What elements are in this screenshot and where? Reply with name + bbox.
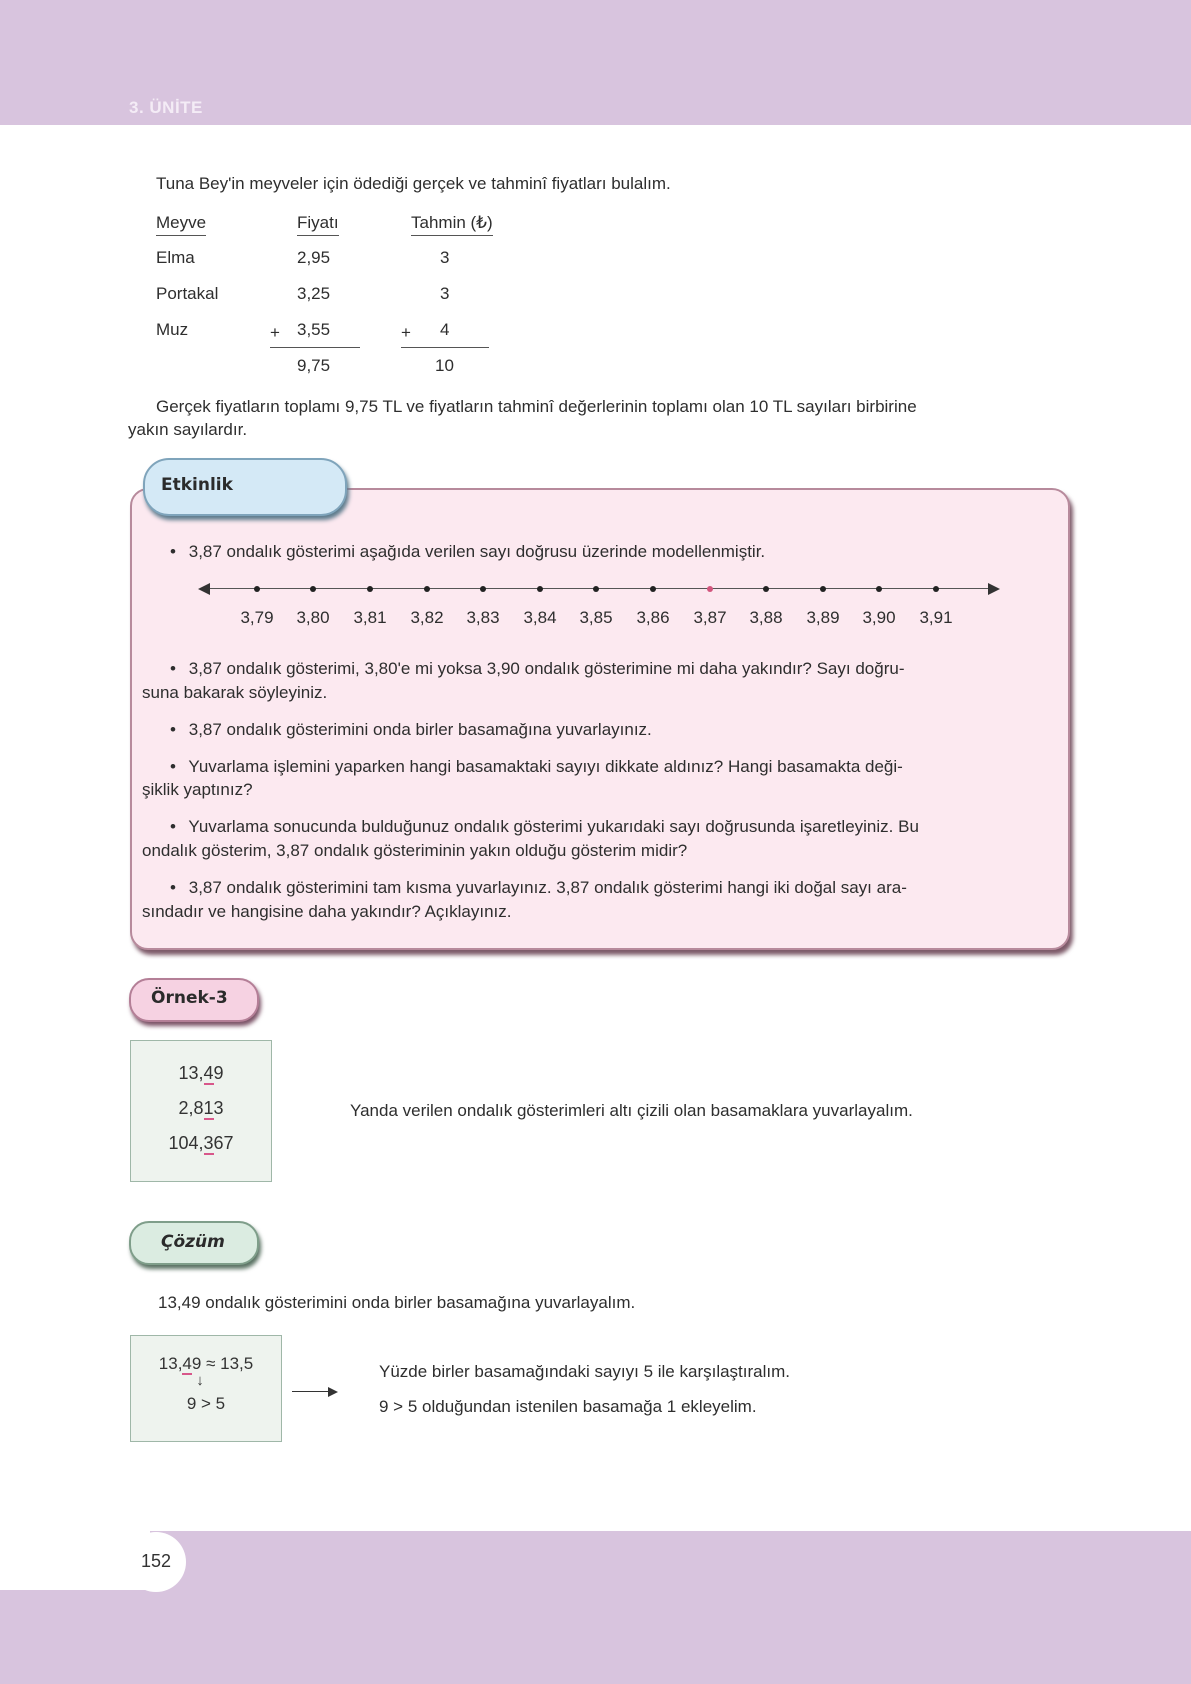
activity-item-cont: sındadır ve hangisine daha yakındır? Açıklayınız. [142, 902, 512, 921]
tick-dot [254, 586, 260, 592]
tick-label: 3,79 [240, 608, 274, 627]
bullet-icon: • [170, 757, 176, 776]
underlined-digit: 3 [203, 1133, 214, 1153]
tick-label: 3,85 [579, 608, 613, 627]
solution-box [130, 1335, 282, 1442]
tick-label: 3,84 [523, 608, 557, 627]
page-number: 152 [140, 1551, 172, 1571]
tick-dot [537, 586, 543, 592]
row-price: 2,95 [297, 248, 331, 267]
tick-label: 3,91 [919, 608, 953, 627]
tick-label: 3,81 [353, 608, 387, 627]
footer-band [150, 1531, 1191, 1591]
example-number-box [130, 1040, 272, 1182]
row-fruit: Portakal [156, 284, 219, 303]
activity-item-text: Yuvarlama işlemini yaparken hangi basamaktaki sayıyı dikkate aldınız? Hangi basamakta deği- [188, 757, 903, 776]
example-number [131, 1133, 271, 1154]
page-number-badge [126, 1532, 186, 1592]
tick-dot [650, 586, 656, 592]
sum-line [270, 347, 360, 348]
solution-title: Çözüm [161, 1232, 225, 1252]
tick-dot [763, 586, 769, 592]
tick-dot [820, 586, 826, 592]
header-price: Fiyatı [297, 213, 339, 236]
row-estimate: 3 [440, 284, 450, 303]
arrow-right-icon [988, 583, 1000, 595]
underlined-digit: 4 [182, 1354, 192, 1373]
example-tab [129, 978, 259, 1022]
digits: 104, [168, 1133, 204, 1153]
row-price: 3,55 [297, 320, 331, 339]
conclusion-line: yakın sayılardır. [128, 420, 248, 439]
comparison: 9 > 5 [186, 1394, 226, 1413]
footer-band [0, 1590, 1191, 1684]
tick-label: 3,88 [749, 608, 783, 627]
right-arrow-icon [292, 1386, 338, 1398]
number-line-axis [206, 588, 992, 589]
conclusion-line: Gerçek fiyatların toplamı 9,75 TL ve fiyatların tahminî değerlerinin toplamı olan 10 TL sayıları birbirine [156, 397, 917, 416]
tick-label: 3,86 [636, 608, 670, 627]
sum-line [401, 347, 489, 348]
tick-dot [310, 586, 316, 592]
tick-dot [933, 586, 939, 592]
activity-item-text: 3,87 ondalık gösterimi aşağıda verilen sayı doğrusu üzerinde modellenmiştir. [188, 542, 766, 561]
tick-label: 3,83 [466, 608, 500, 627]
solution-intro: 13,49 ondalık gösterimini onda birler basamağına yuvarlayalım. [158, 1293, 636, 1312]
digits: 67 [213, 1133, 234, 1153]
activity-title: Etkinlik [161, 475, 233, 495]
digits: 3 [213, 1098, 224, 1118]
tick-dot-highlighted [707, 586, 713, 592]
activity-item [162, 719, 652, 741]
solution-tab [129, 1221, 259, 1265]
tick-label: 3,80 [296, 608, 330, 627]
digits: 9 [213, 1063, 224, 1083]
activity-item [162, 658, 904, 680]
intro-sentence: Tuna Bey'in meyveler için ödediği gerçek ve tahminî fiyatları bulalım. [156, 174, 671, 193]
example-number [131, 1098, 271, 1119]
digits: 13, [178, 1063, 204, 1083]
example-instruction: Yanda verilen ondalık gösterimleri altı çizili olan basamaklara yuvarlayalım. [350, 1101, 913, 1120]
down-arrow-icon: ↓ [196, 1372, 204, 1389]
activity-item-cont: şiklik yaptınız? [142, 780, 253, 799]
tick-label: 3,82 [410, 608, 444, 627]
activity-item-cont: ondalık gösterim, 3,87 ondalık gösteriminin yakın olduğu gösterim midir? [142, 841, 688, 860]
tick-label: 3,89 [806, 608, 840, 627]
tick-dot [367, 586, 373, 592]
solution-explanation: Yüzde birler basamağındaki sayıyı 5 ile karşılaştıralım. [379, 1362, 791, 1381]
bullet-icon: • [170, 720, 176, 739]
digits: 9 ≈ 13,5 [191, 1354, 254, 1373]
plus-sign: + [270, 323, 280, 342]
tick-label: 3,87 [693, 608, 727, 627]
row-price: 3,25 [297, 284, 331, 303]
row-fruit: Elma [156, 248, 195, 267]
activity-tab [143, 458, 347, 516]
unit-label: 3. ÜNİTE [129, 98, 203, 117]
digits: 13, [158, 1354, 183, 1373]
activity-item-text: 3,87 ondalık gösterimini tam kısma yuvarlayınız. 3,87 ondalık gösterimi hangi iki doğal sayı ara- [188, 878, 907, 897]
total-estimate: 10 [435, 356, 454, 375]
activity-item [162, 756, 903, 778]
row-estimate: 3 [440, 248, 450, 267]
arrow-left-icon [198, 583, 210, 595]
row-fruit: Muz [156, 320, 189, 339]
tick-label: 3,90 [862, 608, 896, 627]
header-fruit: Meyve [156, 213, 206, 236]
number-line [198, 580, 1000, 627]
row-estimate: 4 [440, 320, 450, 339]
tick-dot [480, 586, 486, 592]
activity-item [162, 877, 907, 899]
tick-dot [593, 586, 599, 592]
underlined-digit: 4 [203, 1063, 214, 1083]
activity-item [162, 816, 919, 838]
bullet-icon: • [170, 659, 176, 678]
digits: 2,8 [178, 1098, 204, 1118]
tick-dot [876, 586, 882, 592]
solution-explanation: 9 > 5 olduğundan istenilen basamağa 1 ekleyelim. [379, 1397, 757, 1416]
total-price: 9,75 [297, 356, 331, 375]
activity-item-text: 3,87 ondalık gösterimi, 3,80'e mi yoksa 3,90 ondalık gösterimine mi daha yakındır? Sayı doğru- [188, 659, 905, 678]
tick-dot [424, 586, 430, 592]
bullet-icon: • [170, 817, 176, 836]
example-title: Örnek-3 [151, 988, 228, 1008]
activity-item-cont: suna bakarak söyleyiniz. [142, 683, 328, 702]
example-number [131, 1063, 271, 1084]
header-estimate: Tahmin (₺) [411, 213, 493, 236]
bullet-icon: • [170, 878, 176, 897]
activity-item-text: 3,87 ondalık gösterimini onda birler basamağına yuvarlayınız. [188, 720, 652, 739]
activity-item-text: Yuvarlama sonucunda bulduğunuz ondalık gösterimi yukarıdaki sayı doğrusunda işaretleyiniz. Bu [188, 817, 919, 836]
bullet-icon: • [170, 542, 176, 561]
activity-item [162, 541, 765, 563]
plus-sign: + [401, 323, 411, 342]
rounding-equation [131, 1354, 281, 1374]
underlined-digit: 1 [203, 1098, 214, 1118]
